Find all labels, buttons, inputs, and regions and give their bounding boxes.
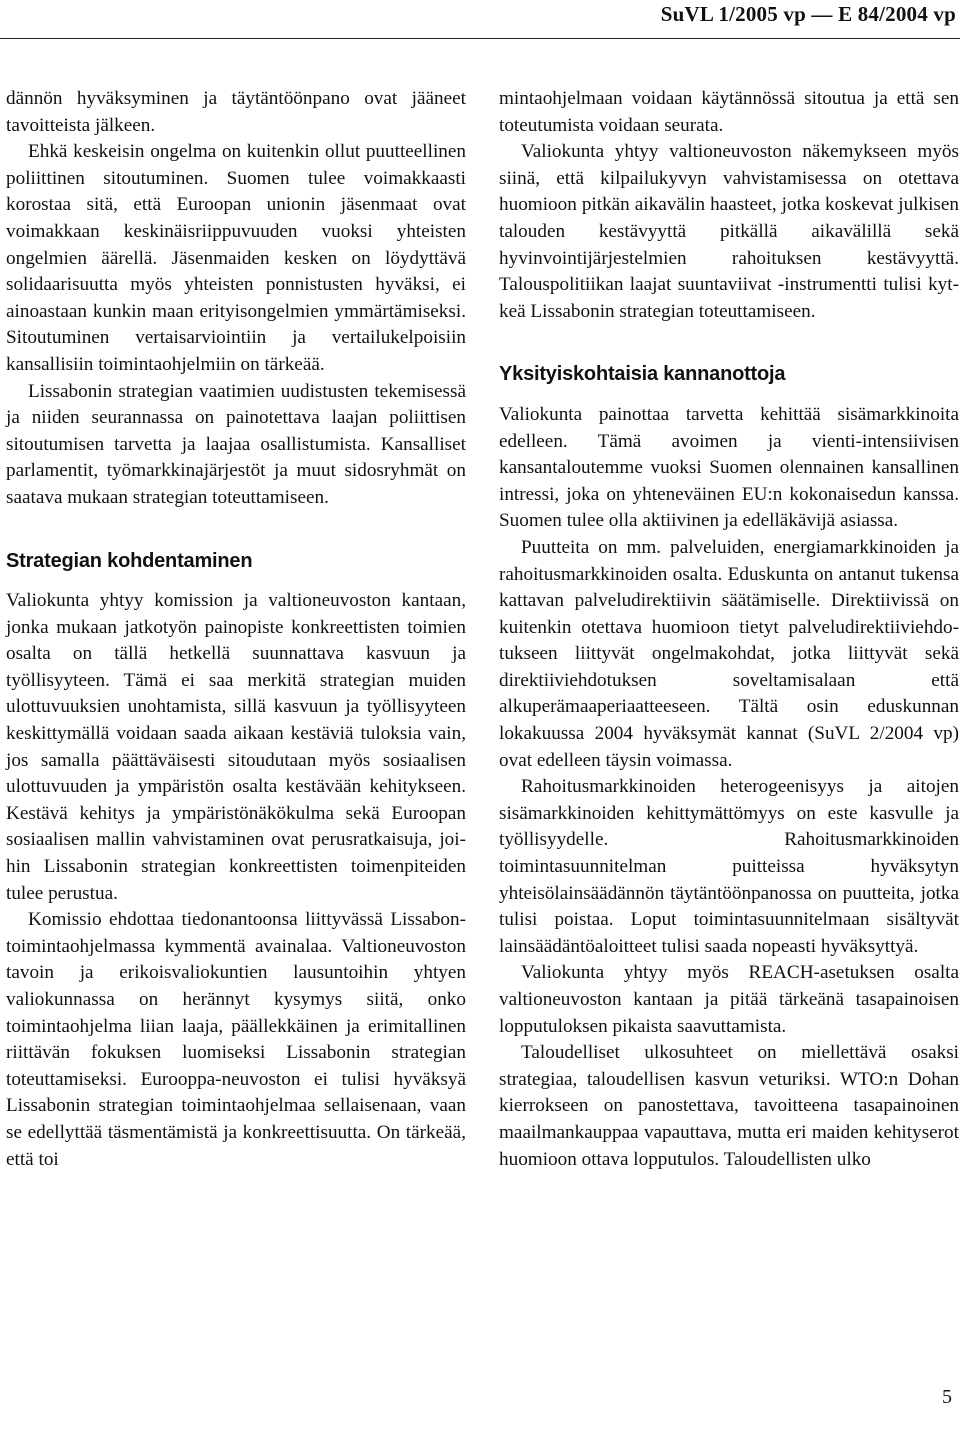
document-header-title: SuVL 1/2005 vp — E 84/2004 vp [660, 2, 956, 26]
page-number: 5 [942, 1386, 952, 1408]
right-paragraph-1: mintaohjelmaan voidaan käytännössä sitoutua ja että sen toteutumista voidaan seurata. [499, 88, 959, 136]
left-paragraph-1: dännön hyväksyminen ja täytäntöönpano ovat jääneet tavoitteista jälkeen. [6, 88, 466, 136]
section-heading-strategian-kohdentaminen: Strategian kohdentaminen [6, 549, 253, 572]
right-paragraph-6: Valiokunta yhtyy myös REACH-asetuksen osalta valtioneuvoston kantaan ja pitää tärkeänä tasapainoisen lopputuloksen pikaista saavuttamista. [499, 962, 959, 1037]
left-paragraph-2: Ehkä keskeisin ongelma on kuitenkin ollut puutteellinen poliittinen sitoutuminen. Suomen tulee voimakkaasti korostaa sitä, että Euroopan unionin jäsenmaat ovat voimakkaan keskinäisriippuvuuden vuoksi yhteisten ongelmien äärellä. Jäsenmaiden kesken on löydyttävä solidaarisuutta myös yhteisten ponnistusten hyväksi, ei ainoastaan kunkin maan erityisongelmien ymmärtämiseksi. Sitoutuminen vertaisarviointiin ja vertailukelpoisiin kansallisiin toimintaohjelmiin on tärkeää. [6, 141, 466, 375]
header-divider [0, 38, 960, 39]
left-paragraph-3: Lissabonin strategian vaatimien uudistusten tekemisessä ja niiden seurannassa on painotettava laajan poliittisen sitoutumisen tarvetta ja laajaa osallistumista. Kansalliset parlamentit, työmarkkinajärjestöt ja muut sidosryhmät on saatava mukaan strategian toteuttamiseen. [6, 380, 466, 508]
left-paragraph-4: Valiokunta yhtyy komission ja valtioneuvoston kantaan, jonka mukaan jatkotyön painopiste konkreettisten toimien osalta on tällä hetkellä suunnattava kasvuun ja työllisyyteen. Tämä ei saa merkitä strategian muiden ulottuvuuksien unohtamista, sillä kasvuun ja työllisyyteen keskittymällä voidaan saada aikaan kestäviä tuloksia vain, jos samalla päättäväisesti sitoudutaan myös sosiaalisen ulottuvuuden ja ympäristön osalta kestävään kehitykseen. Kestävä kehitys ja ympäristönäkökulma sekä Euroopan sosiaalisen mallin vahvistaminen ovat perusratkaisuja, joihin Lissabonin strategian konkreettisten toimenpiteiden tulee perustua. [6, 590, 466, 904]
section-heading-yksityiskohtaisia-kannanottoja: Yksityiskohtaisia kannanottoja [499, 363, 786, 386]
right-column [499, 86, 959, 1173]
right-paragraph-2: Valiokunta yhtyy valtioneuvoston näkemykseen myös siinä, että kilpailukyvyn vahvistamisessa on otettava huomioon pitkän aikavälin haasteet, jotka koskevat julkisen talouden kestävyyttä pitkällä aikavälillä sekä hyvinvointijärjestelmien rahoituksen kestävyyttä. Talouspolitiikan laajat suuntaviivat -instrumentti tulisi kytkeä Lissabonin strategian toteuttamiseen. [499, 141, 959, 322]
right-paragraph-4: Puutteita on mm. palveluiden, energiamarkkinoiden ja rahoitusmarkkinoiden osalta. Eduskunta on antanut tukensa kattavan palveludirektiivin säätämiselle. Direktiivissä on kuitenkin otettava huomioon tietyt palveludirektiiviehdotukseen liittyvät ongelmakohdat, jotka liittyvät sekä direktiiviehdotuksen soveltamisalaan että alkuperämaaperiaatteeseen. Tältä osin eduskunnan lokakuussa 2004 hyväksymät kannat (SuVL 2/2004 vp) ovat edelleen täysin voimassa. [499, 536, 959, 771]
right-paragraph-5: Rahoitusmarkkinoiden heterogeenisyys ja aitojen sisämarkkinoiden kehittymättömyys on este kasvulle ja työllisyydelle. Rahoitusmarkkinoiden toimintasuunnitelman puitteissa hyväksytyn yhteisölainsäädännön täytäntöönpanossa on puutteita, jotka tulisi poistaa. Loput toimintasuunnitelmaan sisältyvät lainsäädäntöaloitteet tulisi saada nopeasti hyväksyttyä. [499, 776, 959, 957]
left-paragraph-5: Komissio ehdottaa tiedonantoonsa liittyvässä Lissabon-toimintaohjelmassa kymmentä avainalaa. Valtioneuvoston tavoin ja erikoisvaliokuntien lausuntoihin yhtyen valiokunnassa on herännyt kysymys siitä, onko toimintaohjelma liian laaja, päällekkäinen ja erimitallinen riittävän fokuksen luomiseksi Lissabonin strategian toteuttamiseksi. Eurooppa-neuvoston ei tulisi hyväksyä Lissabonin strategian toimintaohjelmaa sellaisenaan, vaan se edellyttää täsmentämistä ja konkreettisuutta. On tärkeää, että toi [6, 909, 466, 1170]
right-paragraph-3: Valiokunta painottaa tarvetta kehittää sisämarkkinoita edelleen. Tämä avoimen ja vienti-intensiivisen kansantaloutemme vuoksi Suomen olennainen kansallinen intressi, joka on yhteneväinen EU:n kokonaisedun kanssa. Suomen tulee olla aktiivinen ja edelläkävijä asiassa. [499, 403, 959, 532]
left-column [6, 86, 466, 1173]
right-paragraph-7: Taloudelliset ulkosuhteet on miellettävä osaksi strategiaa, taloudellisen kasvun veturiksi. WTO:n Dohan kierrokseen on panostettava, tavoitteena tasapainoinen maailmankauppaa vapauttava, mutta eri maiden kehityserot huomioon ottava lopputulos. Taloudellisten ulko [499, 1042, 959, 1170]
